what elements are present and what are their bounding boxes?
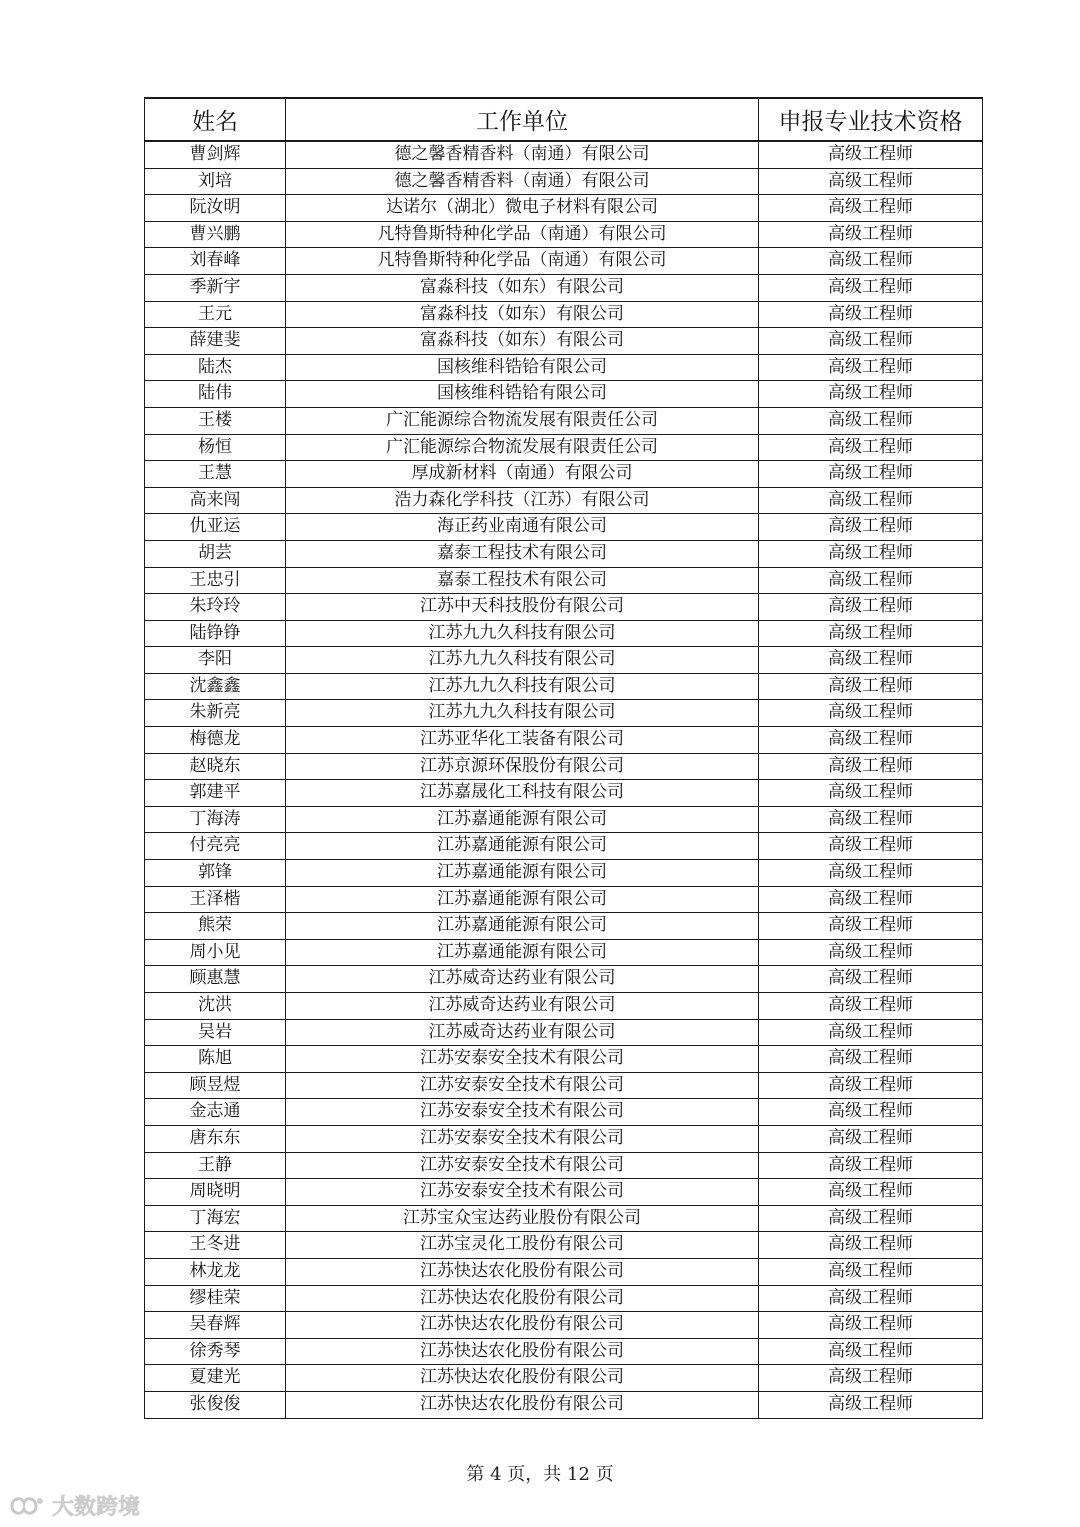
name-cell: 王静 [145, 1152, 286, 1179]
qualification-cell: 高级工程师 [759, 939, 983, 966]
table-row [145, 1285, 983, 1312]
name-cell: 陈旭 [145, 1046, 286, 1073]
employer-cell: 江苏九九久科技有限公司 [286, 620, 759, 647]
name-cell: 季新宇 [145, 274, 286, 301]
employer-cell: 德之馨香精香料（南通）有限公司 [286, 168, 759, 195]
employer-cell: 江苏快达农化股份有限公司 [286, 1338, 759, 1365]
table-body [145, 141, 983, 1418]
table-row [145, 1365, 983, 1392]
table-row [145, 248, 983, 275]
qualification-cell: 高级工程师 [759, 1205, 983, 1232]
employer-cell: 嘉泰工程技术有限公司 [286, 567, 759, 594]
table-row [145, 221, 983, 248]
table-row [145, 1019, 983, 1046]
qualification-cell: 高级工程师 [759, 407, 983, 434]
name-cell: 顾惠慧 [145, 966, 286, 993]
table-row [145, 1099, 983, 1126]
qualification-cell: 高级工程师 [759, 673, 983, 700]
employer-cell: 江苏嘉通能源有限公司 [286, 833, 759, 860]
qualification-cell: 高级工程师 [759, 487, 983, 514]
name-cell: 赵晓东 [145, 753, 286, 780]
employer-cell: 江苏九九久科技有限公司 [286, 700, 759, 727]
qualification-cell: 高级工程师 [759, 886, 983, 913]
qualification-cell: 高级工程师 [759, 700, 983, 727]
qualification-cell: 高级工程师 [759, 594, 983, 621]
table-row [145, 1391, 983, 1418]
employer-cell: 江苏九九久科技有限公司 [286, 673, 759, 700]
name-cell: 王忠引 [145, 567, 286, 594]
employer-cell: 江苏安泰安全技术有限公司 [286, 1099, 759, 1126]
employer-cell: 嘉泰工程技术有限公司 [286, 540, 759, 567]
name-cell: 阮汝明 [145, 195, 286, 222]
table-row [145, 407, 983, 434]
name-cell: 周晓明 [145, 1179, 286, 1206]
employer-cell: 江苏嘉通能源有限公司 [286, 939, 759, 966]
employer-cell: 江苏威奇达药业有限公司 [286, 993, 759, 1020]
qualification-cell: 高级工程师 [759, 1258, 983, 1285]
table-header [145, 98, 983, 141]
table-row [145, 1072, 983, 1099]
qualification-cell: 高级工程师 [759, 1179, 983, 1206]
name-cell: 曹兴鹏 [145, 221, 286, 248]
table-row [145, 1046, 983, 1073]
table-row [145, 274, 983, 301]
name-cell: 沈鑫鑫 [145, 673, 286, 700]
table-row [145, 301, 983, 328]
name-cell: 陆铮铮 [145, 620, 286, 647]
name-cell: 王冬进 [145, 1232, 286, 1259]
employer-cell: 江苏快达农化股份有限公司 [286, 1258, 759, 1285]
name-cell: 付亮亮 [145, 833, 286, 860]
qualification-cell: 高级工程师 [759, 1046, 983, 1073]
qualification-cell: 高级工程师 [759, 993, 983, 1020]
qualification-cell: 高级工程师 [759, 328, 983, 355]
employer-cell: 江苏快达农化股份有限公司 [286, 1312, 759, 1339]
qualification-cell: 高级工程师 [759, 1365, 983, 1392]
qualification-cell: 高级工程师 [759, 1152, 983, 1179]
table-row [145, 673, 983, 700]
name-cell: 丁海宏 [145, 1205, 286, 1232]
qualification-cell: 高级工程师 [759, 461, 983, 488]
table-row [145, 567, 983, 594]
employer-cell: 江苏安泰安全技术有限公司 [286, 1046, 759, 1073]
table-row [145, 1338, 983, 1365]
name-cell: 夏建光 [145, 1365, 286, 1392]
table-row [145, 833, 983, 860]
qualification-cell: 高级工程师 [759, 833, 983, 860]
employer-cell: 浩力森化学科技（江苏）有限公司 [286, 487, 759, 514]
employer-cell: 国核维科锆铪有限公司 [286, 354, 759, 381]
table-row [145, 461, 983, 488]
employer-cell: 江苏嘉晟化工科技有限公司 [286, 780, 759, 807]
name-cell: 唐东东 [145, 1125, 286, 1152]
qualification-cell: 高级工程师 [759, 514, 983, 541]
table-row [145, 780, 983, 807]
employer-cell: 江苏威奇达药业有限公司 [286, 1019, 759, 1046]
employer-cell: 江苏威奇达药业有限公司 [286, 966, 759, 993]
qualification-cell: 高级工程师 [759, 806, 983, 833]
name-cell: 张俊俊 [145, 1391, 286, 1418]
name-cell: 王慧 [145, 461, 286, 488]
name-cell: 吴岩 [145, 1019, 286, 1046]
employer-cell: 凡特鲁斯特种化学品（南通）有限公司 [286, 221, 759, 248]
table-row [145, 434, 983, 461]
table-row [145, 354, 983, 381]
employer-cell: 广汇能源综合物流发展有限责任公司 [286, 434, 759, 461]
name-cell: 郭建平 [145, 780, 286, 807]
table-row [145, 886, 983, 913]
employer-cell: 江苏嘉通能源有限公司 [286, 806, 759, 833]
header-qualification: 申报专业技术资格 [759, 98, 983, 141]
qualification-cell: 高级工程师 [759, 567, 983, 594]
name-cell: 梅德龙 [145, 727, 286, 754]
qualification-cell: 高级工程师 [759, 1391, 983, 1418]
watermark [6, 1490, 140, 1521]
qualification-cell: 高级工程师 [759, 1338, 983, 1365]
qualification-cell: 高级工程师 [759, 274, 983, 301]
qualification-cell: 高级工程师 [759, 1019, 983, 1046]
name-cell: 金志通 [145, 1099, 286, 1126]
qualification-cell: 高级工程师 [759, 195, 983, 222]
name-cell: 仇亚运 [145, 514, 286, 541]
table-row [145, 966, 983, 993]
name-cell: 曹剑辉 [145, 141, 286, 168]
name-cell: 陆杰 [145, 354, 286, 381]
employer-cell: 江苏宝灵化工股份有限公司 [286, 1232, 759, 1259]
table-row [145, 141, 983, 168]
name-cell: 薛建斐 [145, 328, 286, 355]
name-cell: 王楼 [145, 407, 286, 434]
name-cell: 刘春峰 [145, 248, 286, 275]
qualification-cell: 高级工程师 [759, 860, 983, 887]
table-row [145, 540, 983, 567]
qualification-cell: 高级工程师 [759, 301, 983, 328]
name-cell: 陆伟 [145, 381, 286, 408]
qualification-cell: 高级工程师 [759, 248, 983, 275]
header-name: 姓名 [145, 98, 286, 141]
qualification-cell: 高级工程师 [759, 168, 983, 195]
qualification-cell: 高级工程师 [759, 727, 983, 754]
table-row [145, 1312, 983, 1339]
name-cell: 顾昱煜 [145, 1072, 286, 1099]
table-row [145, 195, 983, 222]
table-row [145, 487, 983, 514]
watermark-text: 大数跨境 [52, 1495, 141, 1520]
employer-cell: 凡特鲁斯特种化学品（南通）有限公司 [286, 248, 759, 275]
name-cell: 徐秀琴 [145, 1338, 286, 1365]
name-cell: 王元 [145, 301, 286, 328]
table-row [145, 913, 983, 940]
qualification-cell: 高级工程师 [759, 1312, 983, 1339]
table-row [145, 939, 983, 966]
employer-cell: 富淼科技（如东）有限公司 [286, 301, 759, 328]
brand-logo-icon [6, 1493, 46, 1519]
name-cell: 郭锋 [145, 860, 286, 887]
qualification-cell: 高级工程师 [759, 1099, 983, 1126]
name-cell: 杨恒 [145, 434, 286, 461]
name-cell: 胡芸 [145, 540, 286, 567]
table-row [145, 1179, 983, 1206]
employer-cell: 达诺尔（湖北）微电子材料有限公司 [286, 195, 759, 222]
name-cell: 熊荣 [145, 913, 286, 940]
employer-cell: 国核维科锆铪有限公司 [286, 381, 759, 408]
table-row [145, 700, 983, 727]
name-cell: 朱玲玲 [145, 594, 286, 621]
table-row [145, 993, 983, 1020]
employer-cell: 广汇能源综合物流发展有限责任公司 [286, 407, 759, 434]
table-row [145, 620, 983, 647]
employer-cell: 富淼科技（如东）有限公司 [286, 328, 759, 355]
name-cell: 吴春辉 [145, 1312, 286, 1339]
qualification-cell: 高级工程师 [759, 1072, 983, 1099]
name-cell: 林龙龙 [145, 1258, 286, 1285]
employer-cell: 江苏宝众宝达药业股份有限公司 [286, 1205, 759, 1232]
employer-cell: 江苏嘉通能源有限公司 [286, 886, 759, 913]
name-cell: 王泽楷 [145, 886, 286, 913]
qualification-cell: 高级工程师 [759, 620, 983, 647]
employer-cell: 江苏安泰安全技术有限公司 [286, 1152, 759, 1179]
qualification-cell: 高级工程师 [759, 354, 983, 381]
name-cell: 高来闯 [145, 487, 286, 514]
employer-cell: 厚成新材料（南通）有限公司 [286, 461, 759, 488]
qualification-cell: 高级工程师 [759, 1285, 983, 1312]
table-row [145, 1125, 983, 1152]
qualification-cell: 高级工程师 [759, 221, 983, 248]
qualification-cell: 高级工程师 [759, 1125, 983, 1152]
employer-cell: 江苏快达农化股份有限公司 [286, 1391, 759, 1418]
employer-cell: 海正药业南通有限公司 [286, 514, 759, 541]
employer-cell: 江苏嘉通能源有限公司 [286, 860, 759, 887]
table-row [145, 806, 983, 833]
table-row [145, 727, 983, 754]
qualification-cell: 高级工程师 [759, 540, 983, 567]
employer-cell: 江苏安泰安全技术有限公司 [286, 1072, 759, 1099]
page-number: 第 4 页，共 12 页 [466, 1464, 614, 1485]
qualification-table [144, 97, 983, 1419]
table-row [145, 381, 983, 408]
employer-cell: 富淼科技（如东）有限公司 [286, 274, 759, 301]
employer-cell: 江苏中天科技股份有限公司 [286, 594, 759, 621]
qualification-cell: 高级工程师 [759, 1232, 983, 1259]
table-row [145, 1258, 983, 1285]
name-cell: 沈洪 [145, 993, 286, 1020]
employer-cell: 江苏快达农化股份有限公司 [286, 1285, 759, 1312]
name-cell: 缪桂荣 [145, 1285, 286, 1312]
employer-cell: 德之馨香精香料（南通）有限公司 [286, 141, 759, 168]
name-cell: 丁海涛 [145, 806, 286, 833]
employer-cell: 江苏嘉通能源有限公司 [286, 913, 759, 940]
employer-cell: 江苏安泰安全技术有限公司 [286, 1125, 759, 1152]
table-row [145, 1232, 983, 1259]
name-cell: 周小见 [145, 939, 286, 966]
qualification-cell: 高级工程师 [759, 434, 983, 461]
table-row [145, 594, 983, 621]
qualification-cell: 高级工程师 [759, 966, 983, 993]
header-row [145, 98, 983, 141]
qualification-cell: 高级工程师 [759, 647, 983, 674]
table-row [145, 647, 983, 674]
employer-cell: 江苏亚华化工装备有限公司 [286, 727, 759, 754]
employer-cell: 江苏快达农化股份有限公司 [286, 1365, 759, 1392]
table-row [145, 514, 983, 541]
name-cell: 李阳 [145, 647, 286, 674]
table-row [145, 860, 983, 887]
qualification-cell: 高级工程师 [759, 381, 983, 408]
qualification-cell: 高级工程师 [759, 141, 983, 168]
employer-cell: 江苏九九久科技有限公司 [286, 647, 759, 674]
table-row [145, 753, 983, 780]
employer-cell: 江苏安泰安全技术有限公司 [286, 1179, 759, 1206]
employer-cell: 江苏京源环保股份有限公司 [286, 753, 759, 780]
qualification-cell: 高级工程师 [759, 913, 983, 940]
table-row [145, 1205, 983, 1232]
table-row [145, 168, 983, 195]
table-row [145, 328, 983, 355]
qualification-cell: 高级工程师 [759, 780, 983, 807]
name-cell: 朱新亮 [145, 700, 286, 727]
table-row [145, 1152, 983, 1179]
qualification-cell: 高级工程师 [759, 753, 983, 780]
header-employer: 工作单位 [286, 98, 759, 141]
name-cell: 刘培 [145, 168, 286, 195]
